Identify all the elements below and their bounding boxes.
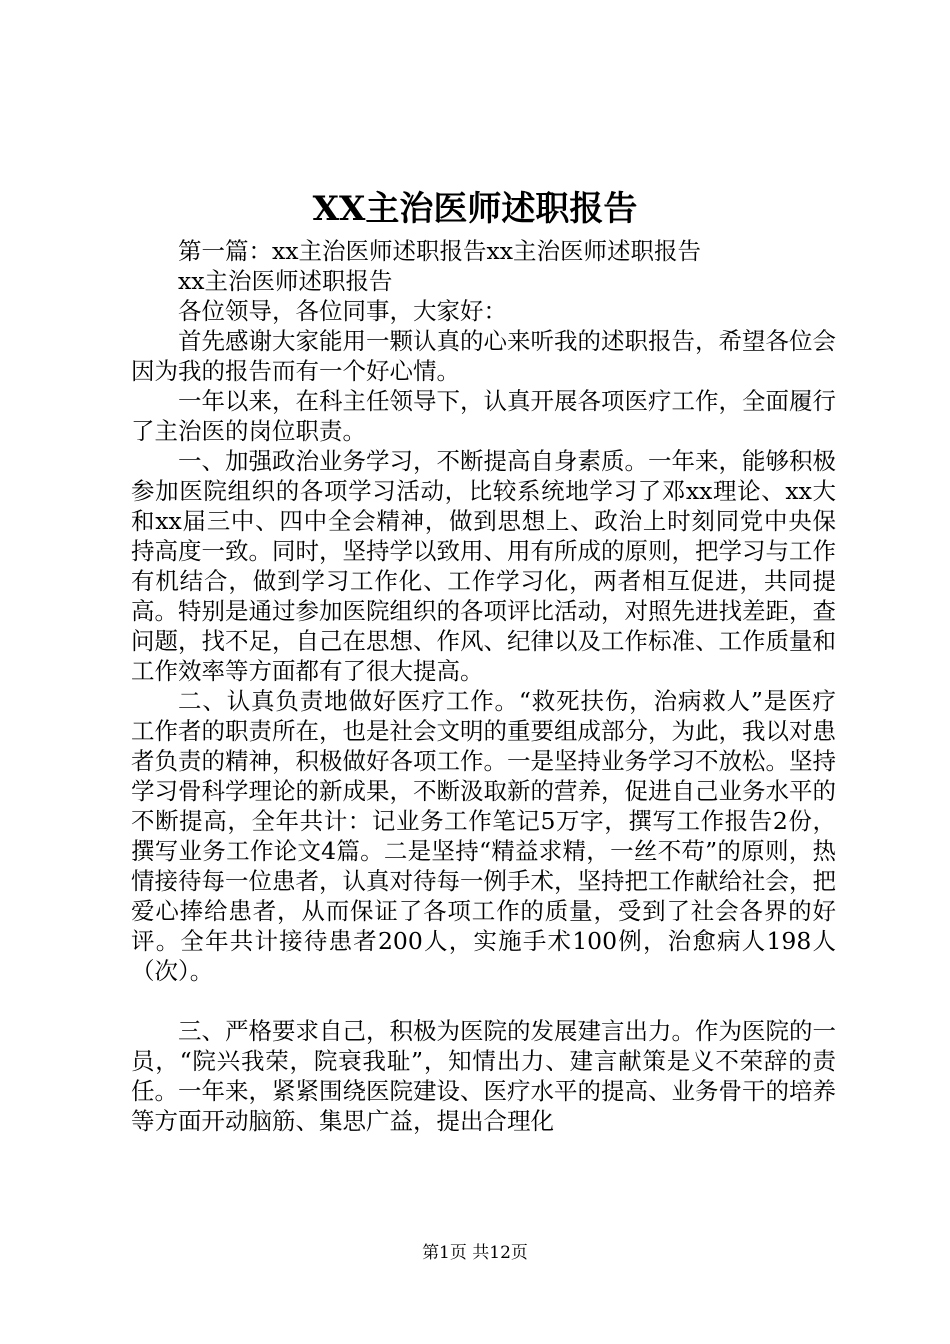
page-number-footer: 第1页 共12页 bbox=[422, 1243, 528, 1263]
paragraph-opening: 首先感谢大家能用一颗认真的心来听我的述职报告，希望各位会因为我的报告而有一个好心情。 bbox=[131, 327, 836, 385]
paragraph-section-heading: 第一篇：xx主治医师述职报告xx主治医师述职报告 bbox=[178, 237, 702, 265]
paragraph-point-two: 二、认真负责地做好医疗工作。“救死扶伤，治病救人”是医疗工作者的职责所在，也是社会文明的重要组成部分，为此，我以对患者负责的精神，积极做好各项工作。一是坚持业务学习不放松。坚持学习骨科学理论的新成果，不断汲取新的营养，促进自己业务水平的不断提高，全年共计：记业务工作笔记5万字，撰写工作报告2份，撰写业务工作论文4篇。二是坚持“精益求精，一丝不苟”的原则，热情接待每一位患者，认真对待每一例手术，坚持把工作献给社会，把爱心捧给患者，从而保证了各项工作的质量，受到了社会各界的好评。全年共计接待患者200人，实施手术100例，治愈病人198人（次）。 bbox=[131, 687, 836, 985]
paragraph-greeting: 各位领导，各位同事，大家好： bbox=[178, 297, 507, 325]
paragraph-overview: 一年以来，在科主任领导下，认真开展各项医疗工作，全面履行了主治医的岗位职责。 bbox=[131, 387, 836, 445]
paragraph-point-one: 一、加强政治业务学习，不断提高自身素质。一年来，能够积极参加医院组织的各项学习活动，比较系统地学习了邓xx理论、xx大和xx届三中、四中全会精神，做到思想上、政治上时刻同党中央保持高度一致。同时，坚持学以致用、用有所成的原则，把学习与工作有机结合，做到学习工作化、工作学习化，两者相互促进，共同提高。特别是通过参加医院组织的各项评比活动，对照先进找差距，查问题，找不足，自己在思想、作风、纪律以及工作标准、工作质量和工作效率等方面都有了很大提高。 bbox=[131, 447, 836, 685]
paragraph-subtitle: xx主治医师述职报告 bbox=[178, 267, 393, 295]
document-title: XX主治医师述职报告 bbox=[312, 189, 638, 229]
document-body bbox=[131, 236, 836, 1136]
paragraph-point-three: 三、严格要求自己，积极为医院的发展建言出力。作为医院的一员，“院兴我荣，院衰我耻”，知情出力、建言献策是义不荣辞的责任。一年来，紧紧围绕医院建设、医疗水平的提高、业务骨干的培养等方面开动脑筋、集思广益，提出合理化 bbox=[131, 1017, 836, 1135]
